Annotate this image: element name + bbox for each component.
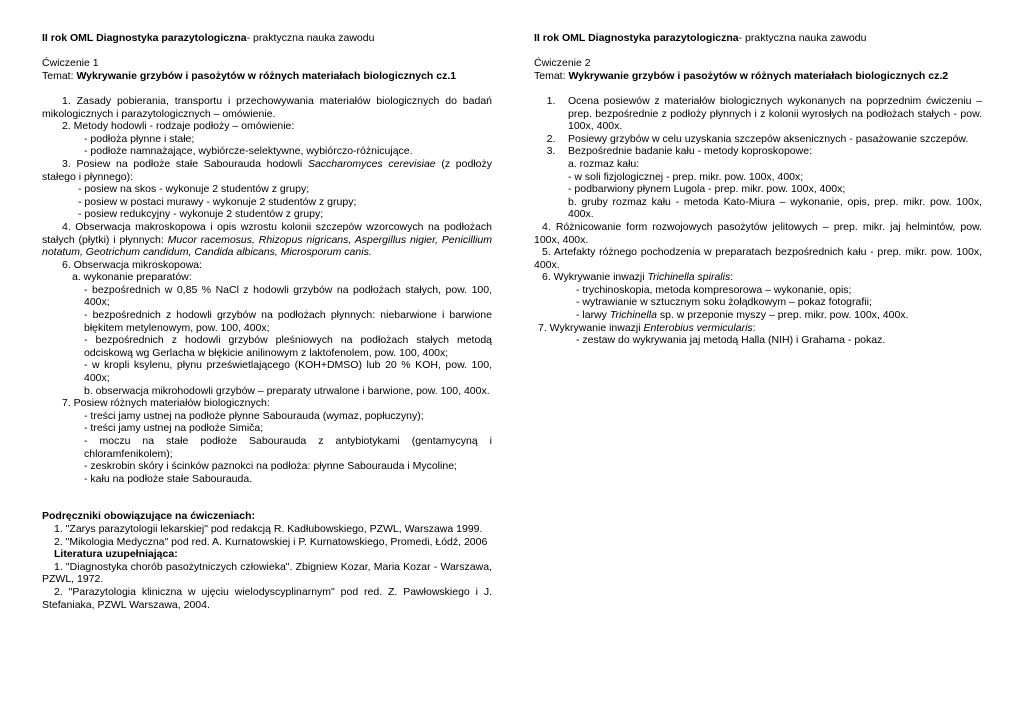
list-item: - posiew redukcyjny - wykonuje 2 studentów z grupy; — [78, 208, 324, 221]
list-item: - bezpośrednich z hodowli grzybów pleśniowych na podłożach stałych metodą odciskową wg Gerlacha w błękicie anilinowym z laktofenolem, pow. 100, 400x; — [84, 334, 492, 359]
list-item: - kału na podłoże stałe Sabourauda. — [84, 472, 253, 485]
exercise-number: Ćwiczenie 1 — [42, 57, 99, 70]
list-item: 7. Posiew różnych materiałów biologicznych: — [62, 397, 270, 410]
list-item: - bezpośrednich z hodowli grzybów na podłożach płynnych: niebarwione i barwione błękitem metylenowym, pow. 100, 400x; — [84, 309, 492, 334]
list-item: - posiew na skos - wykonuje 2 studentów z grupy; — [78, 183, 310, 196]
list-item: - podłoża płynne i stałe; — [84, 132, 195, 145]
list-item: - w kropli ksylenu, płynu prześwietlającego (KOH+DMSO) lub 20 % KOH, pow. 100, 400x; — [84, 359, 492, 385]
list-item: - treści jamy ustnej na podłoże płynne Sabourauda (wymaz, popłuczyny); — [84, 409, 424, 422]
list-item: 6. Obserwacja mikroskopowa: — [62, 258, 203, 271]
literature-item: 2. "Parazytologia kliniczna w ujęciu wielodyscyplinarnym" pod red. Z. Pawłowskiego i J. Stefaniaka, PZWL Warszawa, 2004. — [42, 585, 492, 611]
list-item: 3. Posiew na podłoże stałe Sabourauda hodowli Saccharomyces cerevisiae (z podłoży stałego i płynnego): — [42, 157, 492, 183]
list-item: - podbarwiony płynem Lugola - prep. mikr. pow. 100x, 400x; — [568, 183, 846, 196]
right-column — [534, 32, 982, 347]
course-title: II rok OML Diagnostyka parazytologiczna — [534, 32, 739, 44]
topic-text: Wykrywanie grzybów i pasożytów w różnych materiałach biologicznych cz.2 — [568, 69, 949, 82]
textbooks-heading: Podręczniki obowiązujące na ćwiczeniach: — [42, 510, 255, 523]
topic-text: Wykrywanie grzybów i pasożytów w różnych materiałach biologicznych cz.1 — [76, 69, 457, 82]
list-item: - posiew w postaci murawy - wykonuje 2 studentów z grupy; — [78, 195, 357, 208]
course-subtitle: - praktyczna nauka zawodu — [246, 32, 375, 44]
list-item: - trychinoskopia, metoda kompresorowa – wykonanie, opis; — [576, 283, 852, 296]
list-item: - bezpośrednich w 0,85 % NaCl z hodowli grzybów na podłożach stałych, pow. 100, 400x; — [84, 283, 492, 309]
course-title: II rok OML Diagnostyka parazytologiczna — [42, 32, 247, 44]
course-header — [42, 32, 492, 45]
list-item: 4. Obserwacja makroskopowa i opis wzrostu kolonii szczepów wzorcowych na podłożach stałych (płytki) i płynnych: Mucor racemosus, Rhizopus nigricans, Aspergillus nigier, Penicillium notatum, Geotrichum candidum, Candida albicans, Microsporum canis. — [42, 220, 492, 259]
list-item: 6. Wykrywanie inwazji Trichinella spiralis: — [542, 271, 734, 284]
list-item: 7. Wykrywanie inwazji Enterobius vermicularis: — [538, 321, 756, 334]
exercise-topic: Temat: Wykrywanie grzybów i pasożytów w różnych materiałach biologicznych cz.1 — [42, 69, 457, 82]
list-item: 1. Zasady pobierania, transportu i przechowywania materiałów biologicznych do badań mikologicznych i parazytologicznych – omówienie. — [42, 94, 492, 120]
supplementary-heading: Literatura uzupełniająca: — [54, 548, 178, 561]
list-item: 2. Posiewy grzybów w celu uzyskania szczepów aksenicznych - pasażowanie szczepów. — [546, 132, 969, 145]
list-item: 5. Artefakty różnego pochodzenia w preparatach bezpośrednich kału - prep. mikr. pow. 100x, 400x. — [534, 246, 982, 271]
list-item: - moczu na stałe podłoże Sabourauda z antybiotykami (gentamycyną i chloramfenikolem); — [84, 435, 492, 460]
list-item: 2. Metody hodowli - rodzaje podłoży – omówienie: — [62, 120, 295, 133]
list-item: - wytrawianie w sztucznym soku żołądkowym – pokaz fotografii; — [576, 296, 872, 309]
textbook-item: 2. "Mikologia Medyczna" pod red. A. Kurnatowskiej i P. Kurnatowskiego, Promedi, Łódź, 2006 — [54, 535, 488, 548]
course-subtitle: - praktyczna nauka zawodu — [738, 32, 867, 44]
list-item: a. rozmaz kału: — [568, 157, 640, 170]
list-item: b. obserwacja mikrohodowli grzybów – preparaty utrwalone i barwione, pow. 100, 400x. — [84, 384, 490, 397]
course-header — [534, 32, 982, 45]
exercise-number: Ćwiczenie 2 — [534, 57, 591, 70]
list-item: a. wykonanie preparatów: — [72, 271, 192, 284]
list-item: - larwy Trichinella sp. w przeponie myszy – prep. mikr. pow. 100x, 400x. — [576, 309, 909, 322]
list-item: - zestaw do wykrywania jaj metodą Halla (NIH) i Grahama - pokaz. — [576, 334, 886, 347]
list-item: - podłoże namnażające, wybiórcze-selektywne, wybiórczo-różnicujące. — [84, 145, 413, 158]
textbook-item: 1. "Zarys parazytologii lekarskiej" pod redakcją R. Kadłubowskiego, PZWL, Warszawa 1999. — [54, 522, 483, 535]
exercise-topic: Temat: Wykrywanie grzybów i pasożytów w różnych materiałach biologicznych cz.2 — [534, 69, 949, 82]
list-item: b. gruby rozmaz kału - metoda Kato-Miura – wykonanie, opis, prep. mikr. pow. 100x, 400x. — [568, 195, 982, 221]
left-column — [42, 32, 492, 611]
list-item: 3. Bezpośrednie badanie kału - metody koproskopowe: — [546, 145, 812, 158]
list-item: 1. Ocena posiewów z materiałów biologicznych wykonanych na poprzednim ćwiczeniu – prep. bezpośrednie z podłoży płynnych i z kolonii wyrosłych na podłożach stałych - pow. 100x, 400x. — [546, 94, 982, 133]
list-item: - treści jamy ustnej na podłoże Simiča; — [84, 422, 264, 435]
list-item: - zeskrobin skóry i ścinków paznokci na podłoża: płynne Sabourauda i Mycoline; — [84, 460, 457, 473]
literature-item: 1. "Diagnostyka chorób pasożytniczych człowieka". Zbigniew Kozar, Maria Kozar - Warszawa, PZWL, 1972. — [42, 560, 492, 586]
list-item: 4. Różnicowanie form rozwojowych pasożytów jelitowych – prep. mikr. jaj helmintów, pow. 100x, 400x. — [534, 220, 982, 246]
list-item: - w soli fizjologicznej - prep. mikr. pow. 100x, 400x; — [568, 170, 804, 183]
